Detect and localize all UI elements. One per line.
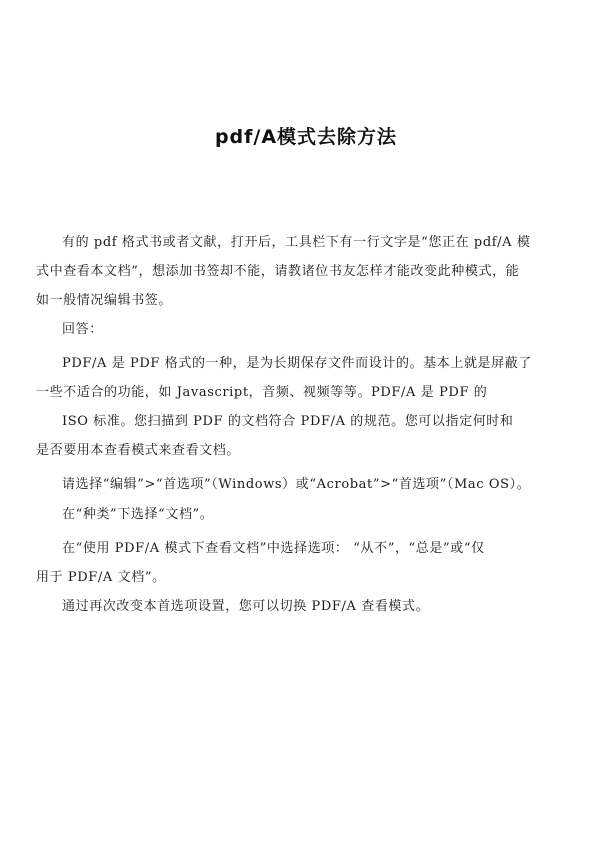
instruction-line: 请选择“编辑”>“首选项”（Windows）或“Acrobat”>“首选项”（Mac OS）。 bbox=[62, 477, 531, 492]
instruction-line: 用于 PDF/A 文档”。 bbox=[36, 570, 166, 585]
paragraph-line: ISO 标准。您扫描到 PDF 的文档符合 PDF/A 的规范。您可以指定何时和 bbox=[62, 414, 514, 429]
paragraph-line: 如一般情况编辑书签。 bbox=[36, 293, 173, 308]
instruction-line: 通过再次改变本首选项设置，您可以切换 PDF/A 查看模式。 bbox=[62, 599, 430, 614]
page-title: pdf/A模式去除方法 bbox=[214, 126, 398, 148]
paragraph-line: PDF/A 是 PDF 格式的一种，是为长期保存文件而设计的。基本上就是屏蔽了 bbox=[62, 356, 532, 371]
instruction-line: 在“使用 PDF/A 模式下查看文档”中选择选项： “从不”，“总是”或“仅 bbox=[62, 541, 485, 556]
paragraph-line: 是否要用本查看模式来查看文档。 bbox=[36, 443, 241, 458]
paragraph-line: 有的 pdf 格式书或者文献，打开后，工具栏下有一行文字是“您正在 pdf/A 模 bbox=[62, 235, 531, 250]
paragraph-line: 一些不适合的功能，如 Javascript，音频、视频等等。PDF/A 是 PDF 的 bbox=[36, 385, 488, 400]
instruction-line: 在“种类”下选择“文档”。 bbox=[62, 507, 214, 522]
answer-label: 回答： bbox=[62, 322, 103, 337]
paragraph-line: 式中查看本文档”，想添加书签却不能，请教诸位书友怎样才能改变此种模式，能 bbox=[36, 264, 520, 279]
